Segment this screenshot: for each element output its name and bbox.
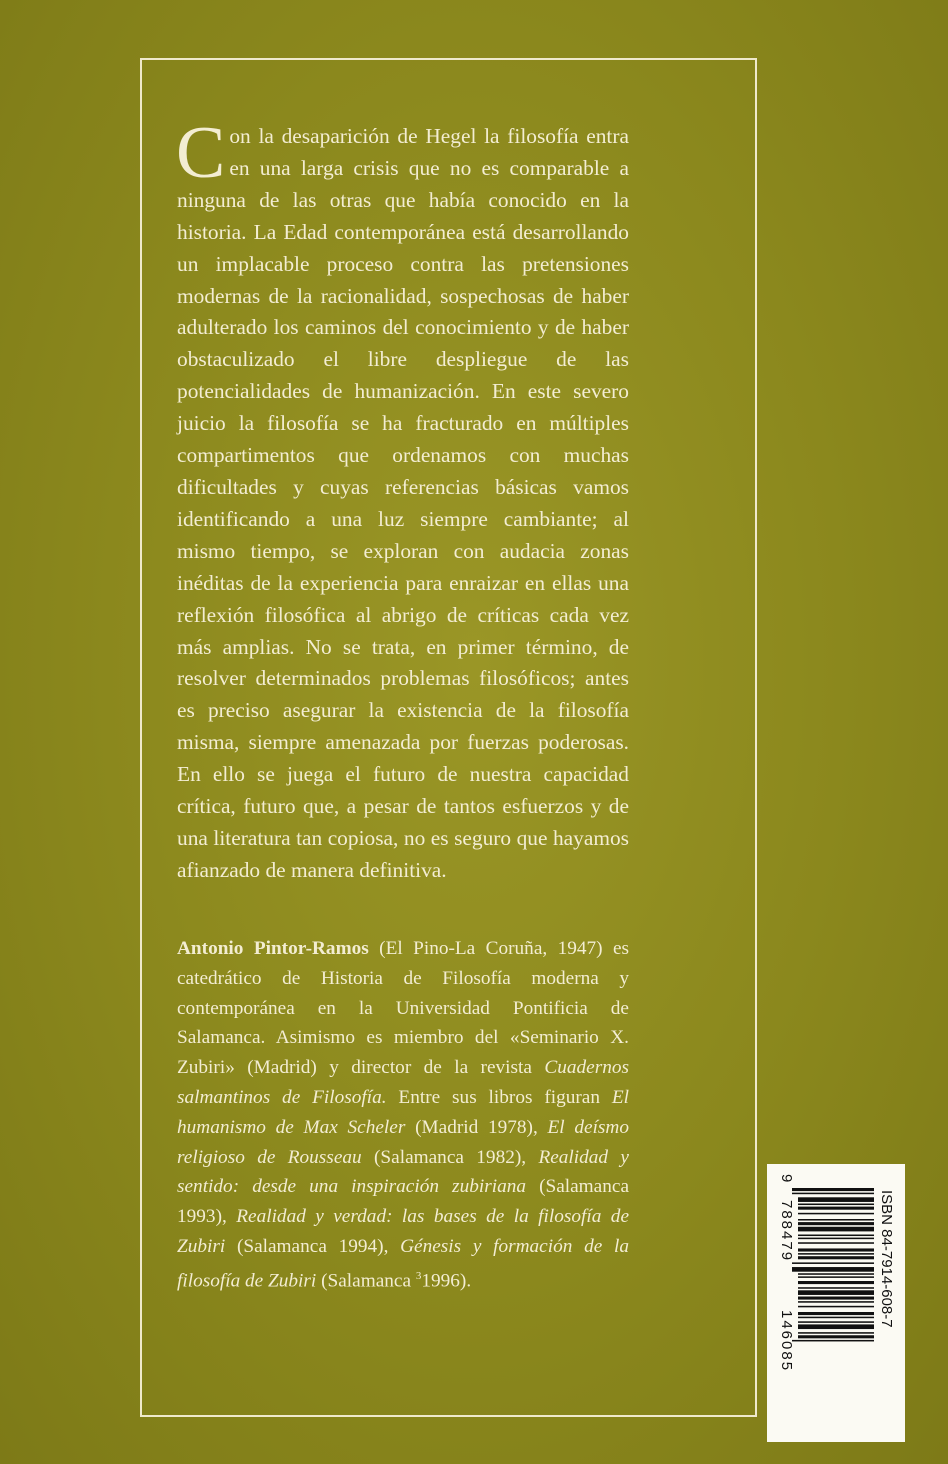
isbn-label: ISBN 84-7914-608-7 <box>878 1190 895 1328</box>
barcode-bar <box>792 1267 874 1272</box>
barcode-bar <box>798 1290 874 1295</box>
author-name: Antonio Pintor-Ramos <box>177 938 369 959</box>
barcode-bar <box>798 1238 874 1240</box>
bio-text-5: (Salamanca 1993), <box>177 1176 629 1228</box>
book-title-3: Realidad y sentido: desde una inspiración zubiriana <box>177 1146 629 1198</box>
barcode-right-digits: 146085 <box>778 1310 795 1373</box>
barcode-bar <box>798 1227 874 1232</box>
journal-title: Cuadernos salmantinos de Filosofía. <box>177 1057 629 1108</box>
barcode-bar <box>798 1332 874 1334</box>
barcode-bar <box>798 1248 874 1251</box>
bio-text-8: 1996). <box>421 1270 472 1292</box>
barcode-graphic <box>772 1170 900 1436</box>
barcode-bar <box>798 1273 874 1275</box>
barcode-bar <box>798 1235 874 1237</box>
barcode-bar <box>798 1297 874 1300</box>
author-bio <box>177 934 629 1296</box>
bio-text-4: (Salamanca 1982), <box>361 1146 539 1168</box>
barcode-bar <box>792 1188 874 1191</box>
synopsis-text: on la desaparición de Hegel la filosofía entra en una larga crisis que no es comparable a ninguna de las otras que había conocido en la historia. La Edad contemporánea está desarrollando un implacable proceso contra las pretensiones modernas de la racionalidad, sospechosas de haber adulterado los caminos del conocimiento y de haber obstaculizado el libre despliegue de las potencialidades de humanización. En este severo juicio la filosofía se ha fracturado en múltiples compartimentos que ordenamos con muchas dificultades y cuyas referencias básicas vamos identificando a una luz siempre cambiante; al mismo tiempo, se exploran con audacia zonas inéditas de la experiencia para enraizar en ellas una reflexión filosófica al abrigo de críticas cada vez más amplias. No se trata, en primer término, de resolver determinados problemas filosóficos; antes es preciso asegurar la existencia de la filosofía misma, siempre amenazada por fuerzas poderosas. En ello se juega el futuro de nuestra capacidad crítica, futuro que, a pesar de tantos esfuerzos y de una literatura tan copiosa, no es seguro que hayamos afianzado de manera definitiva. <box>177 124 629 882</box>
bio-text-3: (Madrid 1978), <box>405 1116 548 1138</box>
barcode-bar <box>792 1193 874 1195</box>
book-title-4: Realidad y verdad: las bases de la filosofía de Zubiri <box>177 1206 629 1257</box>
barcode-rotated-group <box>772 1170 900 1436</box>
barcode-bar <box>798 1204 874 1206</box>
barcode-bar <box>798 1324 874 1329</box>
bio-text-2: Entre sus libros figuran <box>386 1086 612 1108</box>
drop-cap-letter: C <box>176 112 226 194</box>
barcode-bar <box>798 1253 874 1255</box>
barcode-bars <box>792 1188 874 1341</box>
barcode-bar <box>798 1256 874 1259</box>
barcode-bar <box>798 1276 874 1278</box>
book-title-5: Génesis y formación de la filosofía de Zubiri <box>177 1235 629 1292</box>
barcode-bar <box>798 1317 874 1319</box>
barcode-bar <box>798 1242 874 1244</box>
barcode-label <box>767 1164 905 1442</box>
synopsis-paragraph <box>176 112 629 887</box>
barcode-bar <box>798 1301 874 1303</box>
bio-text-6: (Salamanca 1994), <box>225 1235 401 1257</box>
barcode-bar <box>798 1321 874 1323</box>
barcode-bar <box>798 1312 874 1315</box>
barcode-bar <box>798 1281 874 1284</box>
book-title-1: El humanismo de Max Scheler <box>177 1086 629 1138</box>
book-title-2: El deísmo religioso de Rousseau <box>177 1116 629 1168</box>
bio-text-7: (Salamanca <box>316 1270 416 1292</box>
barcode-bar <box>798 1287 874 1289</box>
barcode-bar <box>792 1340 874 1342</box>
bio-text-1: (El Pino-La Coruña, 1947) es catedrático de Historia de Filosofía moderna y contemporánea en la Universidad Pontificia de Salamanca. Asimismo es miembro del «Seminario X. Zubiri» (Madrid) y director de la revista <box>177 938 630 1079</box>
barcode-bar <box>798 1306 874 1308</box>
barcode-bar <box>798 1222 874 1225</box>
barcode-bar <box>792 1262 874 1264</box>
barcode-bar <box>798 1213 874 1215</box>
barcode-first-digit: 9 <box>778 1174 795 1183</box>
barcode-bar <box>798 1207 874 1210</box>
barcode-bar <box>798 1335 874 1338</box>
barcode-bar <box>798 1219 874 1221</box>
barcode-left-digits: 788479 <box>778 1200 795 1263</box>
barcode-bar <box>798 1197 874 1202</box>
edition-superscript: 3 <box>415 1269 422 1282</box>
